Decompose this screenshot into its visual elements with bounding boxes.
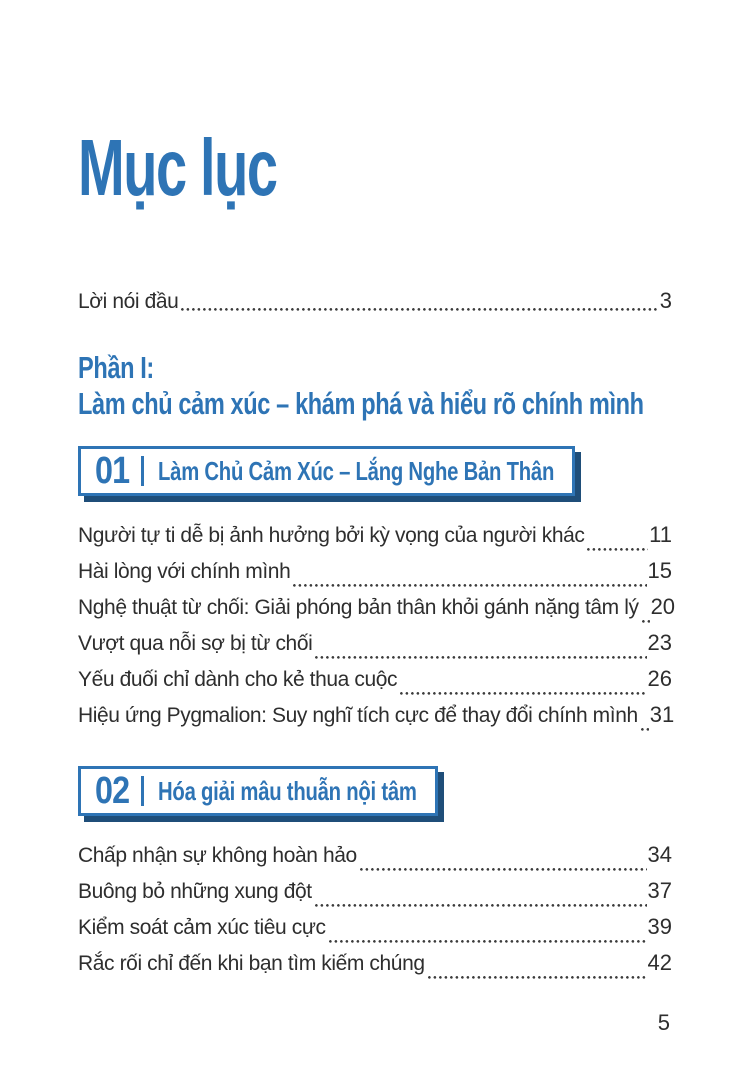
toc-entry-row [78,522,672,558]
dotted-leader [641,728,649,731]
entry-page-number: 15 [647,558,672,583]
toc-entry-row [78,702,675,738]
dotted-leader [293,584,646,587]
chapter-section [78,446,676,738]
chapter-entries [78,522,676,738]
toc-entry-row [78,630,672,666]
toc-entry-row [78,558,672,594]
entry-title: Nghệ thuật từ chối: Giải phóng bản thân khỏi gánh nặng tâm lý [78,596,639,619]
chapter-badge [78,446,575,496]
dotted-leader [315,656,646,659]
chapter-number: 01 [95,450,130,492]
entry-title: Vượt qua nỗi sợ bị từ chối [78,632,313,655]
page-number-folio: 5 [657,1010,670,1035]
frontmatter-label: Lời nói đầu [78,290,179,313]
dotted-leader [315,904,647,907]
chapter-list [78,446,676,986]
chapter-title: Làm Chủ Cảm Xúc – Lắng Nghe Bản Thân [158,456,555,486]
toc-entry-row [78,594,676,630]
part-label: Phần I: [78,350,154,385]
toc-entry-row [78,914,672,950]
entry-title: Chấp nhận sự không hoàn hảo [78,844,357,867]
part-title-line [78,386,672,422]
toc-entry-row [78,950,672,986]
part-title: Làm chủ cảm xúc – khám phá và hiểu rõ chính mình [78,386,644,421]
page-title [78,0,672,212]
frontmatter-page-number: 3 [659,288,672,313]
entry-page-number: 39 [647,914,672,939]
frontmatter-row [78,288,672,318]
entry-title: Rắc rối chỉ đến khi bạn tìm kiếm chúng [78,952,425,975]
toc-entry-row [78,842,672,878]
entry-page-number: 37 [647,878,672,903]
dotted-leader [642,620,650,623]
entry-page-number: 26 [647,666,672,691]
dotted-leader [329,940,647,943]
part-heading [78,350,672,422]
chapter-separator-bar [141,456,144,486]
dotted-leader [360,868,647,871]
dotted-leader [181,308,658,311]
entry-page-number: 23 [647,630,672,655]
entry-title: Buông bỏ những xung đột [78,880,312,903]
chapter-entries [78,842,672,986]
entry-title: Hiệu ứng Pygmalion: Suy nghĩ tích cực để thay đổi chính mình [78,704,638,727]
entry-title: Người tự ti dễ bị ảnh hưởng bởi kỳ vọng của người khác [78,524,585,547]
chapter-title: Hóa giải mâu thuẫn nội tâm [158,776,417,806]
dotted-leader [428,976,647,979]
entry-page-number: 31 [649,702,675,727]
chapter-section [78,766,672,986]
chapter-number: 02 [95,770,130,812]
entry-page-number: 11 [649,522,672,547]
part-label-line [78,350,672,386]
toc-entry-row [78,878,672,914]
entry-page-number: 20 [650,594,676,619]
entry-title: Yếu đuối chỉ dành cho kẻ thua cuộc [78,668,398,691]
page-title-text: Mục lục [78,123,277,212]
dotted-leader [587,548,648,551]
entry-page-number: 42 [647,950,672,975]
entry-title: Hài lòng với chính mình [78,560,291,583]
entry-title: Kiểm soát cảm xúc tiêu cực [78,916,326,939]
entry-page-number: 34 [647,842,672,867]
toc-entry-row [78,666,672,702]
dotted-leader [400,692,646,695]
chapter-badge [78,766,438,816]
chapter-separator-bar [141,776,144,806]
